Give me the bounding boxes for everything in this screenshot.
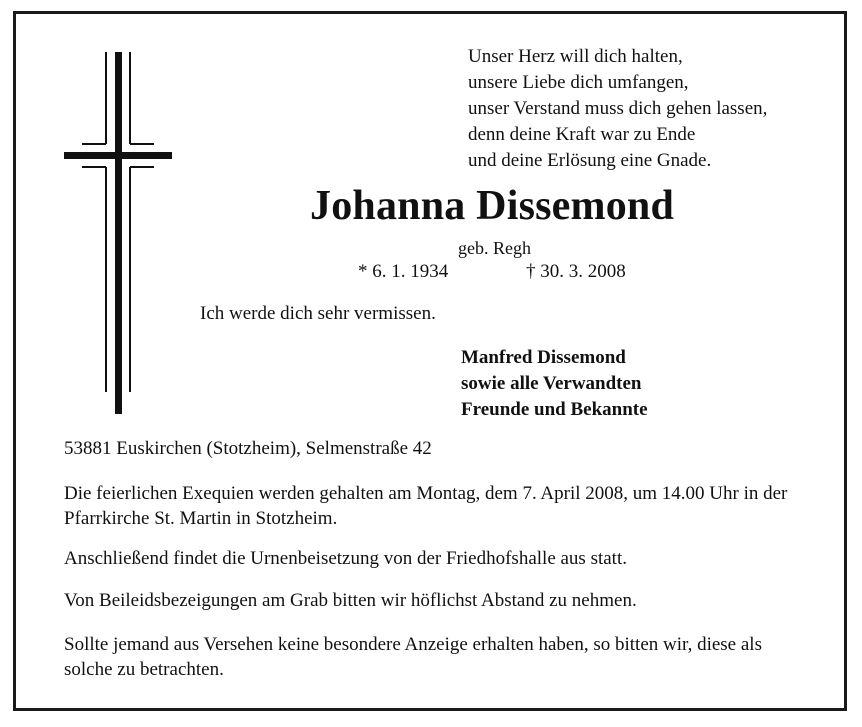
death-date: † 30. 3. 2008 xyxy=(526,261,626,282)
poem-line: Unser Herz will dich halten, xyxy=(468,46,683,67)
no-announcement-notice: Sollte jemand aus Versehen keine besondere Anzeige erhalten haben, so bitten wir, diese als solche zu betrachten. xyxy=(64,634,762,680)
poem xyxy=(468,44,767,174)
mourners-list xyxy=(461,345,648,423)
mourner: Manfred Dissemond xyxy=(461,347,626,368)
cross-icon xyxy=(64,52,172,414)
funeral-service-notice: Die feierlichen Exequien werden gehalten am Montag, dem 7. April 2008, um 14.00 Uhr in der Pfarrkirche St. Martin in Stotzheim. xyxy=(64,483,788,529)
personal-message: Ich werde dich sehr vermissen. xyxy=(200,303,436,324)
poem-line: denn deine Kraft war zu Ende xyxy=(468,124,696,145)
burial-notice: Anschließend findet die Urnenbeisetzung von der Friedhofshalle aus statt. xyxy=(64,548,627,569)
mourner: sowie alle Verwandten xyxy=(461,373,642,394)
poem-line: unser Verstand muss dich gehen lassen, xyxy=(468,98,768,119)
deceased-name: Johanna Dissemond xyxy=(310,183,675,229)
mourner: Freunde und Bekannte xyxy=(461,399,648,420)
condolence-notice: Von Beileidsbezeigungen am Grab bitten wir höflichst Abstand zu nehmen. xyxy=(64,590,637,611)
poem-line: unsere Liebe dich umfangen, xyxy=(468,72,689,93)
maiden-name: geb. Regh xyxy=(458,238,531,258)
poem-line: und deine Erlösung eine Gnade. xyxy=(468,150,712,171)
address: 53881 Euskirchen (Stotzheim), Selmenstraße 42 xyxy=(64,438,432,459)
birth-date: * 6. 1. 1934 xyxy=(358,261,449,282)
